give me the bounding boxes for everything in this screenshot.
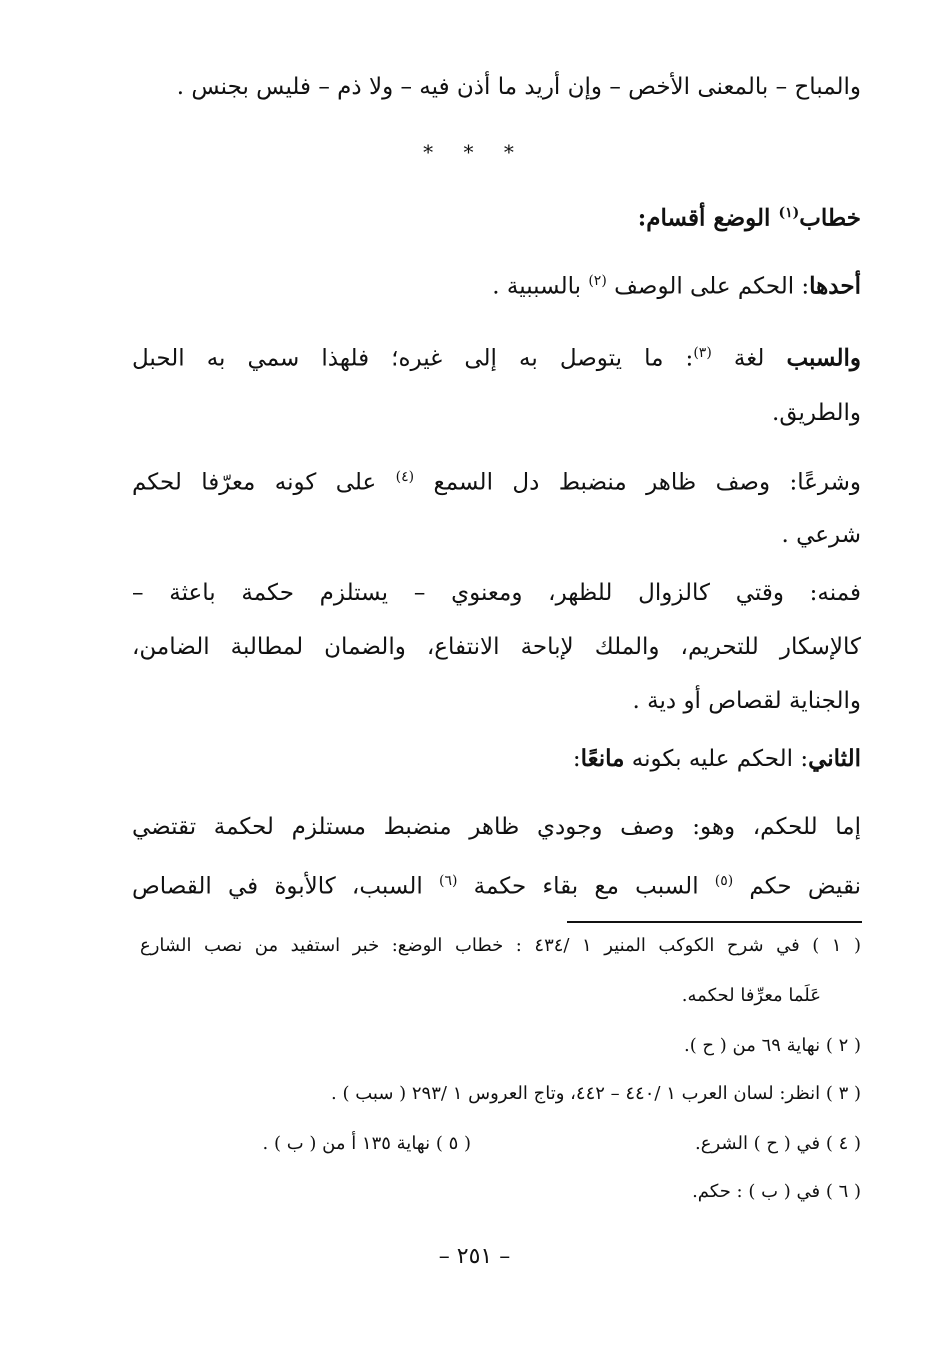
footnote-4: ( ٤ ) في ( ح ) الشرع. xyxy=(695,1133,861,1154)
footnote-ref-1: (١) xyxy=(778,205,800,221)
section-heading xyxy=(638,198,861,234)
text-span: : الحكم عليه بكونه xyxy=(624,746,809,772)
footnote-ref-6: (٦) xyxy=(438,873,458,889)
heading-text: الوضع أقسام: xyxy=(637,204,779,232)
text-line-imma-2 xyxy=(132,866,861,902)
footnote-ref-2: (٢) xyxy=(588,273,607,289)
footnote-ref-3: (٣) xyxy=(693,345,712,361)
text-line-sharan xyxy=(132,462,861,498)
text-line-famin-3 xyxy=(633,686,861,716)
footnote-ref-4: (٤) xyxy=(395,469,415,485)
text-span: : ما يتوصل به إلى غيره؛ فلهذا سمي به الحبل xyxy=(132,345,694,372)
term-second: الثاني xyxy=(808,745,861,772)
text-span: إما للحكم، وهو: وصف وجودي ظاهر منضبط مستلزم لحكمة تقتضي xyxy=(132,814,861,840)
text-span: لغة xyxy=(711,345,787,372)
text-line-famin-1 xyxy=(132,578,861,608)
footnote-ref-5: (٥) xyxy=(714,873,734,889)
text-span: والجناية لقصاص أو دية . xyxy=(632,688,861,714)
text-span: فمنه: وقتي كالزوال للظهر، ومعنوي – يستلزم حكمة باعثة – xyxy=(132,580,861,606)
footnote-1-line-1: ( ١ ) في شرح الكوكب المنير ١ /٤٣٤ : خطاب الوضع: خبر استفيد من نصب الشارع xyxy=(140,935,861,956)
text-line-famin-2 xyxy=(132,632,861,662)
text-span: كالإسكار للتحريم، والملك لإباحة الانتفاع، والضمان لمطالبة الضامن، xyxy=(132,634,861,660)
section-separator: * * * xyxy=(423,140,526,164)
footnote-1-line-2: عَلَما معرِّفا لحكمه. xyxy=(681,985,821,1006)
text-span: على كونه معرّفا لحكم xyxy=(132,469,396,496)
footnote-3: ( ٣ ) انظر: لسان العرب ١ /٤٤٠ – ٤٤٢، وتاج العروس ١ /٢٩٣ ( سبب ) . xyxy=(331,1083,861,1104)
text-span: شرعي . xyxy=(781,522,861,548)
footnote-6: ( ٦ ) في ( ب ) : حكم. xyxy=(692,1181,861,1202)
footnote-5: ( ٥ ) نهاية ١٣٥ أ من ( ب ) . xyxy=(262,1133,471,1154)
text-span: نقيض حكم xyxy=(733,873,861,900)
text-line-sabab xyxy=(132,338,861,374)
term-mani: مانعًا xyxy=(580,745,625,772)
text-span: بالسببية . xyxy=(492,273,589,300)
text-span: السبب مع بقاء حكمة xyxy=(457,873,715,900)
text-line-sharan-cont xyxy=(782,520,861,550)
term-first: أحدها xyxy=(809,272,861,300)
text-span: والمباح – بالمعنى الأخص – وإن أريد ما أذن فيه – ولا ذم – فليس بجنس . xyxy=(176,74,861,100)
text-line-first xyxy=(492,266,861,302)
text-span: السبب، كالأبوة في القصاص xyxy=(132,873,439,900)
text-line-mubah xyxy=(177,72,861,102)
footnote-2: ( ٢ ) نهاية ٦٩ من ( ح ). xyxy=(683,1035,861,1056)
text-line-second xyxy=(573,744,861,774)
text-line-sabab-cont xyxy=(772,398,861,428)
text-span: والطريق. xyxy=(772,400,861,426)
footnote-divider xyxy=(567,921,862,923)
text-span: : الحكم على الوصف xyxy=(606,273,810,300)
text-span: وشرعًا: وصف ظاهر منضبط دل السمع xyxy=(414,469,861,496)
text-span: : xyxy=(572,746,581,772)
page-number: – ٢٥١ – xyxy=(438,1244,511,1269)
heading-text: خطاب xyxy=(799,204,861,232)
term-sabab: والسبب xyxy=(786,344,861,372)
text-line-imma-1 xyxy=(132,812,861,842)
